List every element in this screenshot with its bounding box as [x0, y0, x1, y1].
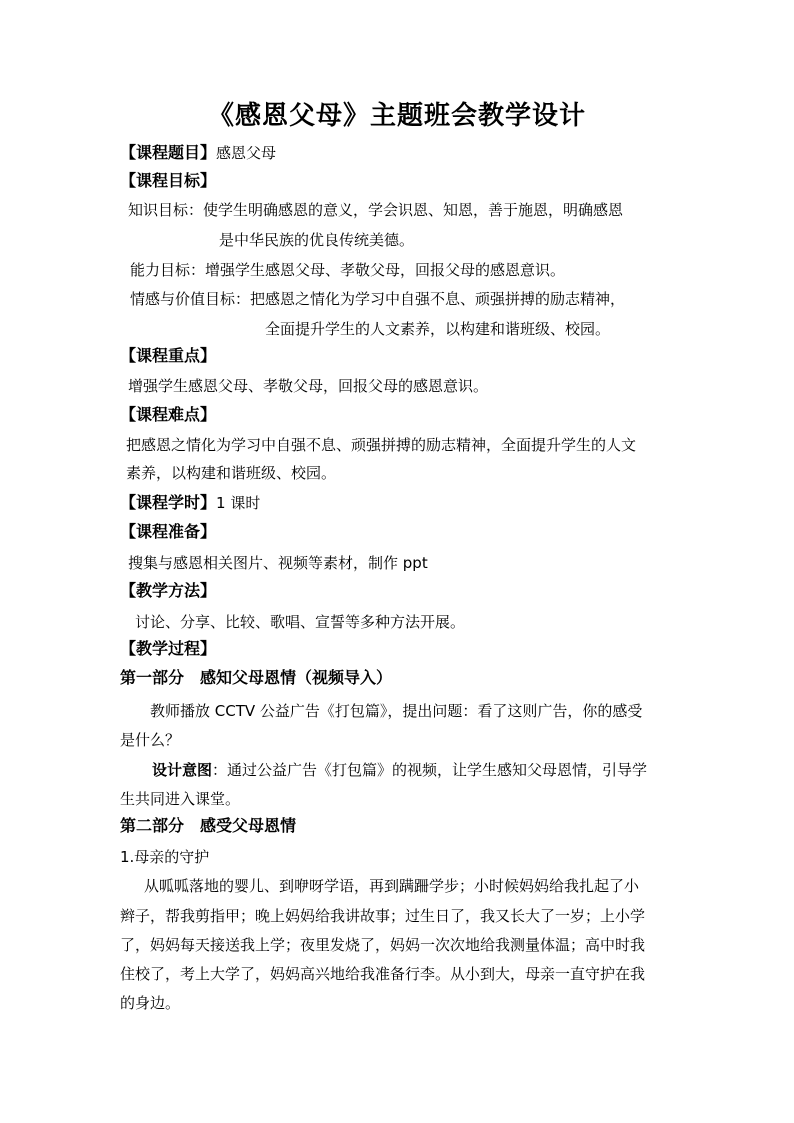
part2-paragraph-line-5: 的身边。 — [120, 994, 181, 1012]
difficulties-text-1: 把感恩之情化为学习中自强不息、顽强拼搏的励志精神，全面提升学生的人文 — [126, 436, 637, 454]
key-points-heading: 【课程重点】 — [120, 346, 217, 365]
knowledge-goal-line-2: 是中华民族的优良传统美德。 — [219, 231, 415, 249]
prep-text: 搜集与感恩相关图片、视频等素材，制作 ppt — [128, 554, 428, 572]
part1-intent-line-2: 生共同进入课堂。 — [120, 790, 241, 808]
part1-paragraph-line-1: 教师播放 CCTV 公益广告《打包篇》，提出问题：看了这则广告，你的感受 — [150, 702, 643, 720]
hours-value: 1 课时 — [216, 494, 261, 512]
process-heading: 【教学过程】 — [120, 639, 217, 658]
part2-paragraph-line-3: 了，妈妈每天接送我上学；夜里发烧了，妈妈一次次地给我测量体温；高中时我 — [120, 936, 646, 954]
course-topic-label: 【课程题目】 — [120, 143, 217, 162]
part2-paragraph-line-1: 从呱呱落地的婴儿、到咿呀学语，再到蹒跚学步；小时候妈妈给我扎起了小 — [144, 877, 640, 895]
design-intent-label: 设计意图 — [152, 761, 213, 779]
part1-paragraph-line-2: 是什么？ — [120, 731, 181, 749]
design-intent-text: ：通过公益广告《打包篇》的视频，让学生感知父母恩情，引导学 — [212, 761, 648, 779]
course-topic-row — [120, 143, 276, 163]
emotion-goal-line-1: 情感与价值目标：把感恩之情化为学习中自强不息、顽强拼搏的励志精神， — [130, 290, 626, 308]
goals-heading: 【课程目标】 — [120, 171, 217, 190]
hours-label: 【课程学时】 — [120, 493, 217, 512]
part2-paragraph-line-2: 辫子，帮我剪指甲；晚上妈妈给我讲故事；过生日了，我又长大了一岁；上小学 — [120, 907, 646, 925]
part1-intent-line-1 — [152, 760, 647, 780]
part2-paragraph-line-4: 住校了，考上大学了，妈妈高兴地给我准备行李。从小到大，母亲一直守护在我 — [120, 965, 646, 983]
page-title: 《感恩父母》主题班会教学设计 — [207, 101, 586, 131]
part1-title: 第一部分 感知父母恩情（视频导入） — [120, 668, 393, 687]
part2-subheading: 1.母亲的守护 — [120, 848, 210, 866]
knowledge-goal-line-1: 知识目标：使学生明确感恩的意义，学会识恩、知恩，善于施恩，明确感恩 — [128, 201, 624, 219]
ability-goal-line: 能力目标：增强学生感恩父母、孝敬父母，回报父母的感恩意识。 — [130, 261, 566, 279]
prep-heading: 【课程准备】 — [120, 522, 217, 541]
difficulties-text-2: 素养，以构建和谐班级、校园。 — [126, 464, 337, 482]
emotion-goal-line-2: 全面提升学生的人文素养，以构建和谐班级、校园。 — [265, 320, 611, 338]
part2-title: 第二部分 感受父母恩情 — [120, 816, 297, 835]
difficulties-heading: 【课程难点】 — [120, 405, 217, 424]
methods-text: 讨论、分享、比较、歌唱、宣誓等多种方法开展。 — [135, 613, 466, 631]
methods-heading: 【教学方法】 — [120, 581, 217, 600]
key-points-text: 增强学生感恩父母、孝敬父母，回报父母的感恩意识。 — [128, 377, 489, 395]
course-topic-value: 感恩父母 — [216, 144, 277, 162]
hours-row — [120, 493, 260, 513]
